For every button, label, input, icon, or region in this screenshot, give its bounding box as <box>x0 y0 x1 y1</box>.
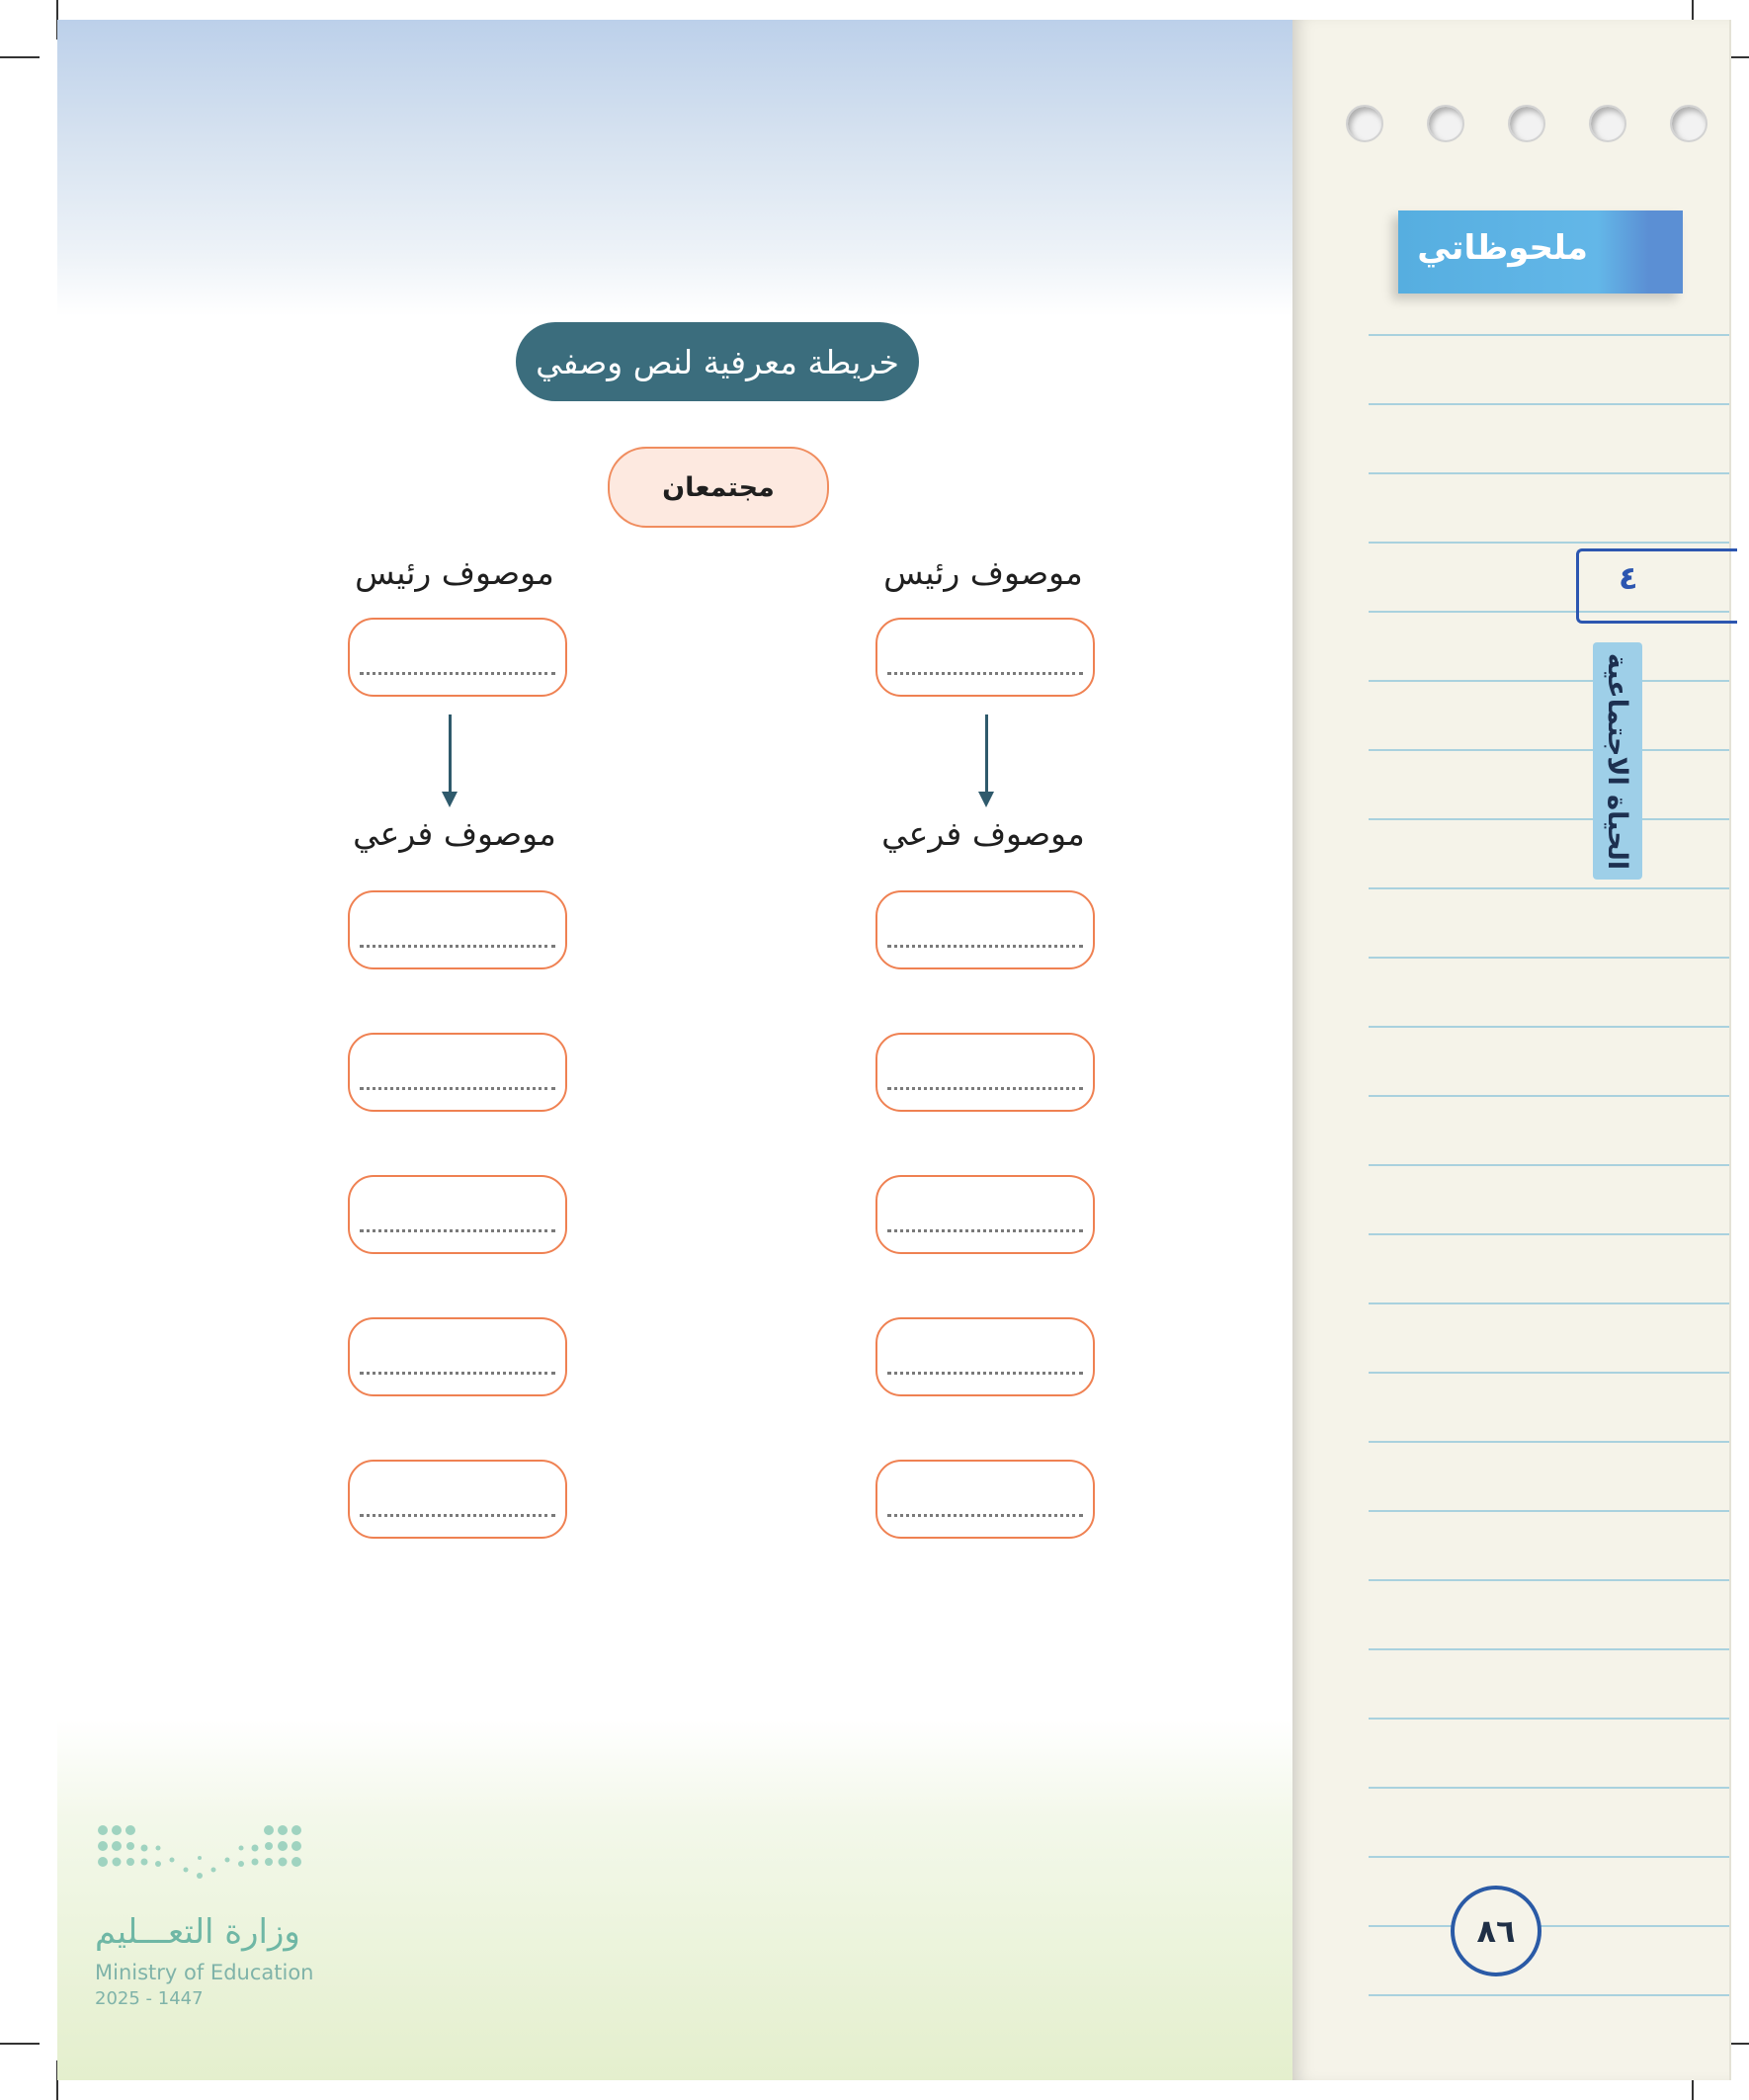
ministry-logo-icon <box>95 1820 312 1899</box>
arrow-down-icon <box>985 714 988 794</box>
notebook-rule-line <box>1369 472 1729 474</box>
notebook-rule-line <box>1369 1026 1729 1028</box>
sub-answer-box-left[interactable] <box>348 1460 567 1539</box>
main-answer-box-left[interactable] <box>348 618 567 697</box>
ministry-name-arabic: وزارة التعـــليم <box>95 1912 300 1952</box>
binder-hole <box>1670 105 1707 142</box>
notebook-rule-line <box>1369 1095 1729 1097</box>
crop-mark <box>0 56 40 58</box>
sub-describee-label-left: موصوف فرعي <box>353 814 556 853</box>
main-answer-box-right[interactable] <box>875 618 1095 697</box>
unit-title: الحياة الاجتماعية <box>1602 652 1633 870</box>
notebook-rule-line <box>1369 1925 1729 1927</box>
notebook-rule-line <box>1369 1164 1729 1166</box>
notebook-rule-line <box>1369 403 1729 405</box>
notebook-rule-line <box>1369 1372 1729 1374</box>
main-describee-label-left: موصوف رئيس <box>355 553 554 592</box>
academic-year: 2025 - 1447 <box>95 1988 204 2009</box>
binder-hole <box>1346 105 1383 142</box>
sub-answer-box-right[interactable] <box>875 1033 1095 1112</box>
binder-hole <box>1427 105 1464 142</box>
sub-answer-box-right[interactable] <box>875 1175 1095 1254</box>
notes-header <box>1398 210 1683 294</box>
notes-title: ملحوظاتي <box>1417 228 1588 268</box>
notebook-rule-line <box>1369 957 1729 959</box>
map-title: خريطة معرفية لنص وصفي <box>516 322 919 401</box>
notebook-rule-line <box>1369 1302 1729 1304</box>
ministry-name-english: Ministry of Education <box>95 1961 314 1984</box>
notes-sidebar <box>1292 20 1731 2080</box>
sub-answer-box-left[interactable] <box>348 1175 567 1254</box>
sub-describee-label-right: موصوف فرعي <box>881 814 1085 853</box>
notebook-rule-line <box>1369 1441 1729 1443</box>
notebook-rule-line <box>1369 680 1729 682</box>
sub-answer-box-right[interactable] <box>875 1460 1095 1539</box>
sub-answer-box-left[interactable] <box>348 1317 567 1396</box>
main-describee-label-right: موصوف رئيس <box>883 553 1083 592</box>
sub-answer-box-left[interactable] <box>348 890 567 969</box>
binder-hole <box>1589 105 1626 142</box>
map-topic: مجتمعان <box>608 447 829 528</box>
notebook-rule-line <box>1369 749 1729 751</box>
sub-answer-box-left[interactable] <box>348 1033 567 1112</box>
sub-answer-box-right[interactable] <box>875 890 1095 969</box>
notebook-rule-line <box>1369 1510 1729 1512</box>
page-number: ٨٦ <box>1451 1886 1541 1976</box>
notebook-rule-line <box>1369 1787 1729 1789</box>
sub-answer-box-right[interactable] <box>875 1317 1095 1396</box>
binder-hole <box>1508 105 1545 142</box>
notebook-rule-line <box>1369 1718 1729 1720</box>
unit-marker <box>1576 548 1737 624</box>
notebook-rule-line <box>1369 818 1729 820</box>
notebook-rule-line <box>1369 1233 1729 1235</box>
crop-mark <box>0 2043 40 2045</box>
notebook-rule-line <box>1369 1856 1729 1858</box>
notebook-rule-line <box>1369 542 1729 544</box>
notebook-rule-line <box>1369 1648 1729 1650</box>
notebook-rule-line <box>1369 334 1729 336</box>
unit-title-tab <box>1593 642 1642 880</box>
notebook-rule-line <box>1369 1994 1729 1996</box>
notebook-rule-line <box>1369 887 1729 889</box>
notebook-rule-line <box>1369 1579 1729 1581</box>
unit-number: ٤ <box>1619 559 1638 597</box>
arrow-down-icon <box>449 714 452 794</box>
